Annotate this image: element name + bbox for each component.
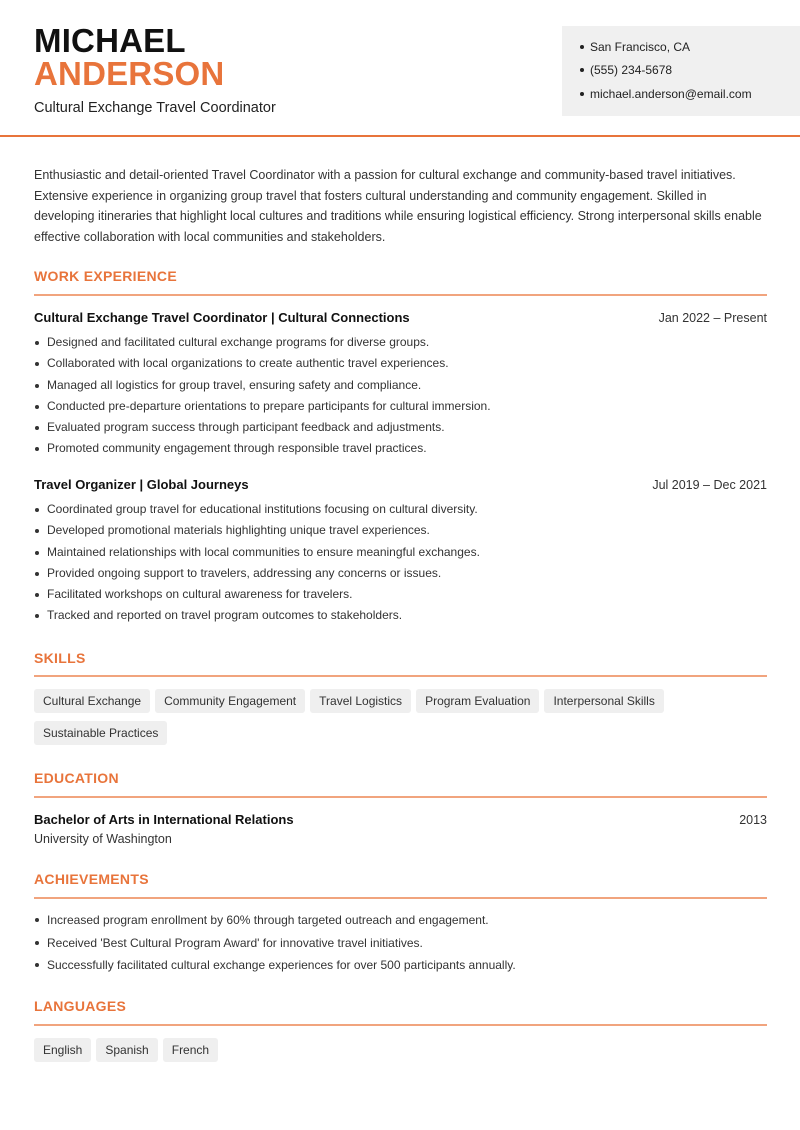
summary-paragraph: Enthusiastic and detail-oriented Travel Coordinator with a passion for cultural exchange and community-based travel initiatives. Extensive experience in organizing group travel that fosters cultural understanding and community engagement. Skilled in developing itineraries that highlight local cultures and traditions while ensuring logistical efficiency. Strong interpersonal skills enable effective collaboration with local communities and stakeholders. <box>34 168 762 245</box>
skill-chip: Sustainable Practices <box>34 721 167 745</box>
work-experience-heading: WORK EXPERIENCE <box>34 268 177 284</box>
job-dates-2: Jul 2019 – Dec 2021 <box>652 478 767 492</box>
education-degree: Bachelor of Arts in International Relations <box>34 812 294 827</box>
list-item: Conducted pre-departure orientations to prepare participants for cultural immersion. <box>34 396 767 417</box>
bullet-icon <box>580 45 584 49</box>
skill-chip: Community Engagement <box>155 689 305 713</box>
last-name: ANDERSON <box>34 55 225 92</box>
job-2-bullets <box>34 499 767 627</box>
section-divider <box>34 294 767 296</box>
contact-phone <box>580 63 672 77</box>
contact-email[interactable] <box>580 87 752 101</box>
skill-chip: Cultural Exchange <box>34 689 150 713</box>
first-name: MICHAEL <box>34 22 186 59</box>
language-chip: English <box>34 1038 91 1062</box>
skill-chip: Program Evaluation <box>416 689 539 713</box>
contact-box <box>562 26 800 116</box>
phone-text: (555) 234-5678 <box>590 63 673 77</box>
bullet-icon <box>580 68 584 72</box>
list-item: Developed promotional materials highlighting unique travel experiences. <box>34 520 767 541</box>
skill-chip: Interpersonal Skills <box>544 689 663 713</box>
language-chip: French <box>163 1038 218 1062</box>
list-item: Collaborated with local organizations to create authentic travel experiences. <box>34 353 767 374</box>
achievements-bullets <box>34 909 767 977</box>
section-divider <box>34 675 767 677</box>
list-item: Tracked and reported on travel program outcomes to stakeholders. <box>34 605 767 626</box>
education-school: University of Washington <box>34 832 172 846</box>
contact-location <box>580 40 690 54</box>
bullet-icon <box>580 92 584 96</box>
achievements-heading: ACHIEVEMENTS <box>34 871 149 887</box>
skills-heading: SKILLS <box>34 650 86 666</box>
list-item: Promoted community engagement through responsible travel practices. <box>34 438 767 459</box>
list-item: Provided ongoing support to travelers, addressing any concerns or issues. <box>34 563 767 584</box>
list-item: Maintained relationships with local communities to ensure meaningful exchanges. <box>34 542 767 563</box>
job-title: Cultural Exchange Travel Coordinator <box>34 100 276 116</box>
location-text: San Francisco, CA <box>590 40 691 54</box>
languages-list <box>34 1038 774 1070</box>
list-item: Designed and facilitated cultural exchange programs for diverse groups. <box>34 332 767 353</box>
section-divider <box>34 796 767 798</box>
skill-chip: Travel Logistics <box>310 689 411 713</box>
email-link[interactable]: michael.anderson@email.com <box>590 87 752 101</box>
job-1-bullets <box>34 332 767 460</box>
list-item: Managed all logistics for group travel, ensuring safety and compliance. <box>34 375 767 396</box>
job-dates-1: Jan 2022 – Present <box>658 311 767 325</box>
job-title-2: Travel Organizer | Global Journeys <box>34 477 249 492</box>
list-item: Successfully facilitated cultural exchange experiences for over 500 participants annually. <box>34 954 767 977</box>
education-heading: EDUCATION <box>34 770 119 786</box>
language-chip: Spanish <box>96 1038 157 1062</box>
list-item: Increased program enrollment by 60% through targeted outreach and engagement. <box>34 909 767 932</box>
list-item: Coordinated group travel for educational institutions focusing on cultural diversity. <box>34 499 767 520</box>
list-item: Facilitated workshops on cultural awareness for travelers. <box>34 584 767 605</box>
section-divider <box>34 897 767 899</box>
languages-heading: LANGUAGES <box>34 998 127 1014</box>
resume-header <box>0 0 800 138</box>
job-title-1: Cultural Exchange Travel Coordinator | Cultural Connections <box>34 310 410 325</box>
list-item: Received 'Best Cultural Program Award' for innovative travel initiatives. <box>34 932 767 955</box>
header-divider <box>0 135 800 137</box>
list-item: Evaluated program success through participant feedback and adjustments. <box>34 417 767 438</box>
skills-list <box>34 689 774 753</box>
section-divider <box>34 1024 767 1026</box>
education-year: 2013 <box>739 813 767 827</box>
